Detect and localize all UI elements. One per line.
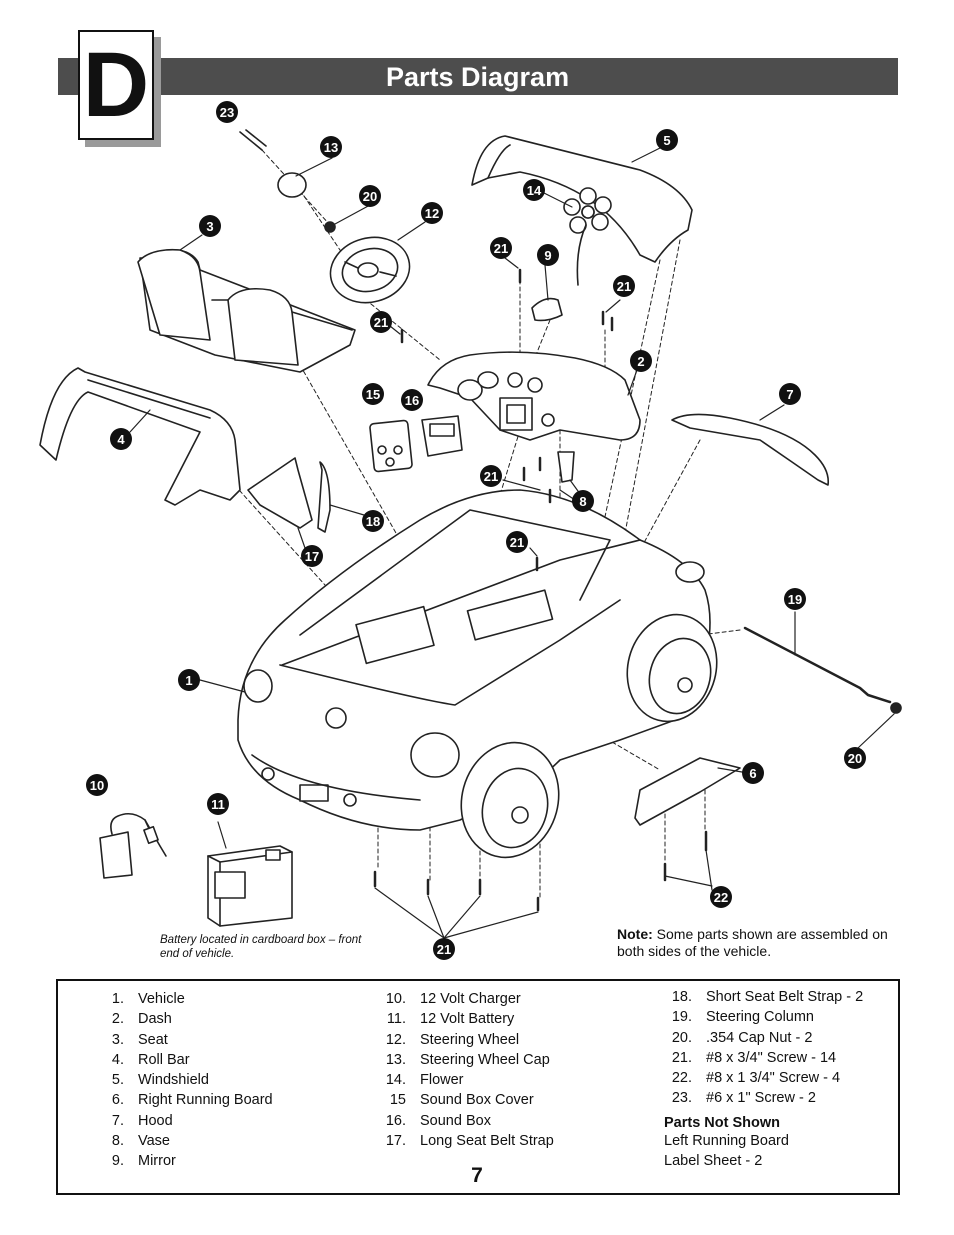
seat-drawing [138, 250, 355, 372]
page-number: 7 [471, 1164, 483, 1187]
parts-list [56, 979, 900, 1195]
part-name: Sound Box [420, 1112, 491, 1129]
callout-21-a: 21 [490, 237, 512, 259]
callout-4: 4 [110, 428, 132, 450]
part-item [366, 1131, 554, 1151]
part-item [86, 1111, 273, 1131]
part-number: 22. [671, 1070, 692, 1087]
assembly-note [617, 926, 902, 960]
part-name: Mirror [138, 1153, 176, 1170]
part-number: 5. [111, 1072, 124, 1089]
part-number: 18. [671, 989, 692, 1005]
parts-not-shown-item: Label Sheet - 2 [664, 1153, 763, 1170]
part-item [664, 987, 863, 1007]
callout-11: 11 [207, 793, 229, 815]
callout-6: 6 [742, 762, 764, 784]
battery-drawing [208, 846, 292, 926]
part-item [664, 1007, 863, 1027]
part-number: 10. [385, 991, 406, 1007]
callout-19: 19 [784, 588, 806, 610]
callout-14: 14 [523, 179, 545, 201]
part-number: 8. [111, 1133, 124, 1150]
part-number: 3. [111, 1031, 124, 1048]
charger-drawing [100, 814, 166, 878]
callout-13: 13 [320, 136, 342, 158]
part-name: Right Running Board [138, 1092, 273, 1109]
callout-22: 22 [710, 886, 732, 908]
parts-not-shown-item: Left Running Board [664, 1132, 789, 1149]
short-strap-drawing [318, 462, 330, 532]
part-name: Vase [138, 1133, 170, 1150]
part-name: #6 x 1" Screw - 2 [706, 1090, 816, 1107]
part-item [366, 1111, 554, 1131]
callout-10: 10 [86, 774, 108, 796]
part-item [366, 1090, 554, 1110]
callout-12: 12 [421, 202, 443, 224]
callout-8: 8 [572, 490, 594, 512]
part-number: 13. [385, 1051, 406, 1068]
part-item [664, 1048, 863, 1068]
roll-bar-drawing [40, 368, 240, 505]
part-number: 7. [111, 1112, 124, 1129]
callout-5: 5 [656, 129, 678, 151]
hood-drawing [672, 414, 828, 485]
part-number: 15 [389, 1092, 406, 1109]
callout-23: 23 [216, 101, 238, 123]
steering-wheel-drawing [323, 229, 417, 312]
part-item [86, 1050, 273, 1070]
part-number: 14. [385, 1072, 406, 1089]
part-name: Hood [138, 1112, 173, 1129]
part-item [86, 1030, 273, 1050]
part-number: 23. [671, 1090, 692, 1107]
part-name: Flower [420, 1072, 464, 1089]
section-letter: D [78, 30, 154, 140]
part-name: Sound Box Cover [420, 1092, 534, 1109]
part-item [86, 1009, 273, 1029]
flower-drawing [564, 188, 611, 285]
part-name: Short Seat Belt Strap - 2 [706, 989, 864, 1005]
part-number: 6. [111, 1092, 124, 1109]
part-number: 19. [671, 1009, 692, 1026]
note-text: Some parts shown are assembled on both sides of the vehicle. [617, 926, 888, 959]
part-name: Steering Wheel Cap [420, 1051, 550, 1068]
part-name: Dash [138, 1011, 172, 1028]
part-number: 4. [111, 1051, 124, 1068]
part-item [366, 989, 554, 1009]
callout-20: 20 [359, 185, 381, 207]
part-number: 12. [385, 1031, 406, 1048]
part-number: 17. [385, 1133, 406, 1150]
part-item [86, 1131, 273, 1151]
running-board-drawing [635, 758, 740, 825]
callout-1: 1 [178, 669, 200, 691]
part-number: 20. [671, 1029, 692, 1046]
part-number: 9. [111, 1153, 124, 1170]
part-name: Steering Column [706, 1009, 814, 1026]
parts-column-1 [86, 989, 273, 1172]
part-name: #8 x 1 3/4" Screw - 4 [706, 1070, 841, 1087]
part-name: Seat [138, 1031, 168, 1048]
part-item [86, 989, 273, 1009]
part-name: Vehicle [138, 991, 185, 1007]
page-title: Parts Diagram [386, 62, 570, 92]
callout-18: 18 [362, 510, 384, 532]
part-item [86, 1070, 273, 1090]
callout-2: 2 [630, 350, 652, 372]
part-number: 21. [671, 1049, 692, 1066]
callout-21-e: 21 [506, 531, 528, 553]
callout-17: 17 [301, 545, 323, 567]
callout-21-b: 21 [613, 275, 635, 297]
parts-not-shown-title: Parts Not Shown [664, 1114, 781, 1131]
callout-21-d: 21 [480, 465, 502, 487]
part-number: 2. [111, 1011, 124, 1028]
callout-21-f: 21 [433, 938, 455, 960]
part-name: 12 Volt Battery [420, 1011, 515, 1028]
part-name: Steering Wheel [420, 1031, 520, 1048]
part-item [664, 1088, 863, 1108]
part-name: Roll Bar [138, 1051, 190, 1068]
part-item [664, 1028, 863, 1048]
callout-21-c: 21 [370, 311, 392, 333]
sound-box-drawing [370, 416, 462, 472]
battery-note: Battery located in cardboard box – front end of vehicle. [160, 934, 362, 960]
part-number: 16. [385, 1112, 406, 1129]
note-label: Note: [617, 926, 653, 942]
part-item [366, 1009, 554, 1029]
part-item [86, 1090, 273, 1110]
parts-column-3-rows [664, 987, 863, 1109]
part-name: 12 Volt Charger [420, 991, 521, 1007]
part-item [366, 1050, 554, 1070]
part-item [366, 1070, 554, 1090]
callout-7: 7 [779, 383, 801, 405]
long-strap-drawing [248, 458, 312, 528]
parts-column-2 [366, 989, 554, 1151]
part-name: Windshield [138, 1072, 209, 1089]
part-item [664, 1068, 863, 1088]
part-item [366, 1030, 554, 1050]
callout-9: 9 [537, 244, 559, 266]
callout-16: 16 [401, 389, 423, 411]
callout-15: 15 [362, 383, 384, 405]
part-number: 1. [111, 991, 124, 1007]
callout-20-b: 20 [844, 747, 866, 769]
part-number: 11. [386, 1011, 406, 1028]
part-name: .354 Cap Nut - 2 [706, 1029, 813, 1046]
callout-3: 3 [199, 215, 221, 237]
part-name: Long Seat Belt Strap [420, 1133, 554, 1150]
part-name: #8 x 3/4" Screw - 14 [706, 1049, 837, 1066]
parts-column-3 [664, 987, 863, 1171]
